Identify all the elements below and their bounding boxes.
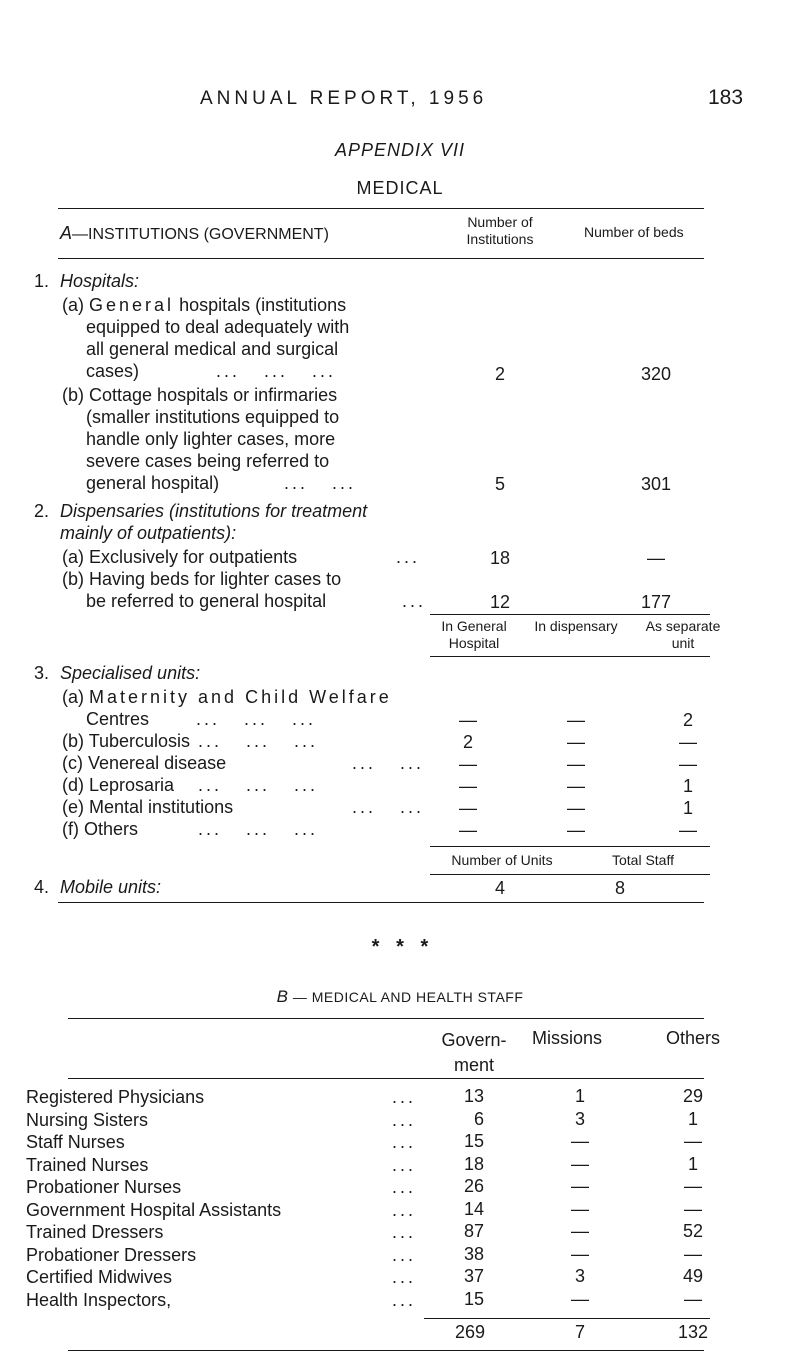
staff-row-missions: — <box>571 1198 589 1219</box>
col-head-others: Others <box>666 1028 721 1048</box>
top-rule <box>58 208 704 209</box>
others-line: (f) Others ... ... ... <box>62 819 319 839</box>
venereal-line: (c) Venereal disease ... ... <box>62 753 425 773</box>
staff-row-missions: — <box>571 1131 589 1151</box>
others-dispensary: — <box>567 820 585 840</box>
cottage-hospitals-line2: (smaller institutions equipped to <box>86 407 340 427</box>
leprosaria-dispensary: — <box>567 776 585 796</box>
col-head-government-l2: ment <box>453 1055 495 1075</box>
general-hospitals-line4: cases) ... ... ... <box>86 361 337 381</box>
general-hospitals-line1 <box>62 294 346 316</box>
staff-row-others: 1 <box>687 1108 698 1129</box>
leader-dots: ... <box>392 1132 417 1152</box>
col-head-separate-l1: As separate <box>645 618 721 634</box>
staff-row-government: 15 <box>463 1288 484 1309</box>
tuberculosis-separate: — <box>679 732 697 752</box>
staff-row-missions: 3 <box>574 1108 585 1129</box>
staff-row-others: 52 <box>682 1221 704 1241</box>
leader-dots: ... <box>392 1154 417 1175</box>
col-head-general-l1: In General <box>441 618 507 634</box>
staff-row-missions: 1 <box>574 1086 585 1106</box>
maternity-l2-text: Centres <box>86 709 150 729</box>
venereal-separate: — <box>679 754 697 774</box>
staff-row-missions: — <box>571 1176 589 1196</box>
leader-dots: ... <box>392 1109 417 1130</box>
staff-row-government: 18 <box>463 1153 484 1174</box>
staff-row-name: Government Hospital Assistants <box>26 1199 282 1220</box>
leprosaria-general: — <box>459 776 477 796</box>
cottage-hospitals-line5: general hospital) ... ... <box>86 473 357 493</box>
general-rest: hospitals (institutions <box>179 295 347 315</box>
specialised-top-rule <box>430 614 710 615</box>
staff-row-name: Health Inspectors, <box>26 1289 172 1310</box>
outpatients-beds: — <box>647 548 665 568</box>
col-head-institutions <box>440 214 560 248</box>
item-label: (f) <box>62 819 79 839</box>
total-missions: 7 <box>574 1322 585 1342</box>
mental-dispensary: — <box>567 798 585 818</box>
beds-count: 177 <box>640 592 672 612</box>
cottage-hospitals-line4: severe cases being referred to <box>86 451 330 471</box>
staff-row-others: — <box>684 1176 702 1196</box>
staff-row-others: — <box>684 1198 702 1219</box>
cottage-l1-text: Cottage hospitals or infirmaries <box>89 385 338 405</box>
mobile-heading-text: Mobile units <box>60 877 157 897</box>
item-label: (a) <box>62 687 84 707</box>
section-b-top-rule <box>68 1018 704 1019</box>
item-label: (d) <box>62 775 84 795</box>
maternity-l1-text: Maternity and Child Welfare <box>89 687 392 707</box>
outpatients-line: (a) Exclusively for outpatients ... <box>62 547 421 567</box>
col-head-beds: Number of beds <box>584 224 684 240</box>
dispensaries-number: 2. <box>34 501 50 521</box>
beds-institutions: 12 <box>489 592 511 612</box>
col-head-institutions-l1: Number of <box>467 214 533 230</box>
staff-row-government: 13 <box>463 1086 484 1106</box>
staff-row-name: Probationer Dressers <box>26 1244 197 1265</box>
general-lead: General <box>89 295 175 315</box>
general-hospitals-line3: all general medical and surgical <box>86 339 339 359</box>
specialised-number: 3. <box>34 663 50 683</box>
section-b-title-text: — MEDICAL AND HEALTH STAFF <box>292 989 524 1005</box>
mental-line: (e) Mental institutions ... ... <box>62 797 425 817</box>
leader-dots: ... <box>392 1267 417 1287</box>
staff-row-government: 26 <box>463 1176 484 1196</box>
specialised-heading-text: Specialised units <box>60 663 196 683</box>
maternity-line1 <box>62 686 392 708</box>
staff-row-missions: — <box>571 1243 589 1264</box>
item-label: (a) <box>62 295 84 315</box>
maternity-general: — <box>459 710 477 730</box>
staff-row-others: 1 <box>687 1153 698 1174</box>
totals-rule <box>424 1318 710 1319</box>
venereal-text: Venereal disease <box>88 753 227 773</box>
general-l4-text: cases) <box>86 361 140 381</box>
others-general: — <box>459 820 477 840</box>
tuberculosis-general: 2 <box>462 732 473 752</box>
beds-line1 <box>62 568 341 590</box>
staff-row-missions: — <box>571 1221 589 1241</box>
asterisk-separator: * * * <box>371 936 429 958</box>
mobile-staff: 8 <box>614 878 625 898</box>
staff-row-missions: — <box>571 1153 589 1174</box>
staff-row-name: Nursing Sisters <box>26 1109 149 1130</box>
item-label: (c) <box>62 753 83 773</box>
beds-l1-text: Having beds for lighter cases to <box>89 569 342 589</box>
col-head-government-l1: Govern- <box>441 1030 507 1050</box>
staff-row-name: Trained Dressers <box>26 1222 164 1242</box>
leprosaria-text: Leprosaria <box>89 775 175 795</box>
total-others: 132 <box>677 1322 709 1342</box>
specialised-heading: Specialised units: <box>60 663 201 683</box>
hospitals-number: 1. <box>34 271 50 291</box>
leprosaria-separate: 1 <box>682 776 693 796</box>
outpatients-institutions: 18 <box>489 548 511 568</box>
leprosaria-line: (d) Leprosaria ... ... ... <box>62 775 319 795</box>
staff-row-government: 14 <box>463 1198 484 1219</box>
staff-row-name: Probationer Nurses <box>26 1177 182 1197</box>
section-a-title <box>60 223 329 244</box>
outpatients-text: Exclusively for outpatients <box>89 547 298 567</box>
staff-row-government: 15 <box>463 1131 484 1151</box>
staff-row-government: 87 <box>463 1221 484 1241</box>
venereal-general: — <box>459 754 477 774</box>
col-head-government <box>424 1028 524 1078</box>
col-head-missions: Missions <box>532 1028 603 1048</box>
item-label: (a) <box>62 547 84 567</box>
leader-dots: ... <box>392 1087 417 1107</box>
staff-row-government: 6 <box>473 1108 484 1129</box>
others-separate: — <box>679 820 697 840</box>
col-head-separate-unit <box>628 618 738 652</box>
others-text: Others <box>84 819 139 839</box>
col-head-separate-l2: unit <box>671 635 695 651</box>
col-head-staff: Total Staff <box>611 852 674 868</box>
general-hospitals-beds: 320 <box>640 364 672 384</box>
general-hospitals-line2: equipped to deal adequately with <box>86 317 350 337</box>
staff-row-name: Trained Nurses <box>26 1154 149 1175</box>
mobile-heading: Mobile units: <box>60 877 162 897</box>
cottage-hospitals-beds: 301 <box>640 474 672 494</box>
item-label: (b) <box>62 569 84 589</box>
staff-row-name: Staff Nurses <box>26 1132 125 1152</box>
leader-dots: ... <box>392 1199 417 1220</box>
hospitals-heading: Hospitals: <box>60 271 140 291</box>
appendix-subtitle: MEDICAL <box>356 178 444 198</box>
maternity-line2: Centres ... ... ... <box>86 709 317 729</box>
header-rule <box>58 258 704 259</box>
leader-dots: ... <box>392 1244 417 1265</box>
specialised-header-rule <box>430 656 710 657</box>
mobile-header-rule <box>430 874 710 875</box>
cottage-l5-text: general hospital) <box>86 473 220 493</box>
running-header: ANNUAL REPORT, 1956 <box>200 88 488 109</box>
mental-text: Mental institutions <box>89 797 234 817</box>
section-a-title-text: —INSTITUTIONS (GOVERNMENT) <box>72 226 329 243</box>
tuberculosis-text: Tuberculosis <box>88 731 191 751</box>
staff-row-missions: — <box>571 1288 589 1309</box>
cottage-hospitals-line1 <box>62 384 337 406</box>
staff-row-others: — <box>684 1131 702 1151</box>
item-label: (b) <box>62 385 84 405</box>
item-label: (b) <box>62 731 84 751</box>
cottage-hospitals-line3: handle only lighter cases, more <box>86 429 336 449</box>
staff-row-government: 37 <box>463 1266 484 1286</box>
leader-dots: ... <box>392 1289 417 1310</box>
beds-line2: be referred to general hospital ... <box>86 591 427 611</box>
section-b-bottom-rule <box>68 1350 704 1351</box>
section-b-letter: B <box>276 987 289 1006</box>
section-b-title <box>0 987 800 1007</box>
beds-l2-text: be referred to general hospital <box>86 591 327 611</box>
tuberculosis-dispensary: — <box>567 732 585 752</box>
dispensaries-heading-line2: mainly of outpatients): <box>60 523 237 543</box>
hospitals-heading-text: Hospitals <box>60 271 135 291</box>
total-government: 269 <box>454 1322 486 1342</box>
cottage-hospitals-institutions: 5 <box>494 474 505 494</box>
tuberculosis-line: (b) Tuberculosis ... ... ... <box>62 731 319 751</box>
staff-row-government: 38 <box>463 1243 484 1264</box>
venereal-dispensary: — <box>567 754 585 774</box>
staff-row-others: 29 <box>682 1086 704 1106</box>
leader-dots: ... <box>392 1222 417 1242</box>
general-hospitals-institutions: 2 <box>494 364 505 384</box>
staff-row-others: 49 <box>682 1266 704 1286</box>
col-head-units: Number of Units <box>451 852 553 868</box>
staff-row-name: Certified Midwives <box>26 1267 173 1287</box>
col-head-dispensary: In dispensary <box>534 618 618 634</box>
staff-row-others: — <box>684 1243 702 1264</box>
section-a-letter: A <box>60 223 73 243</box>
leader-dots: ... <box>392 1177 417 1197</box>
item-label: (e) <box>62 797 84 817</box>
col-head-institutions-l2: Institutions <box>466 231 534 247</box>
staff-row-others: — <box>684 1288 702 1309</box>
col-head-general-l2: Hospital <box>448 635 500 651</box>
staff-row-missions: 3 <box>574 1266 585 1286</box>
dispensaries-heading-line1: Dispensaries (institutions for treatment <box>60 501 368 521</box>
appendix-title: APPENDIX VII <box>334 140 466 160</box>
section-b-header-rule <box>68 1078 704 1079</box>
mobile-number: 4. <box>34 877 50 897</box>
staff-row-name: Registered Physicians <box>26 1087 205 1107</box>
page-number: 183 <box>708 86 744 109</box>
maternity-separate: 2 <box>682 710 693 730</box>
maternity-dispensary: — <box>567 710 585 730</box>
col-head-general-hospital <box>424 618 524 652</box>
section-a-bottom-rule <box>58 902 704 903</box>
mental-separate: 1 <box>682 798 693 818</box>
mental-general: — <box>459 798 477 818</box>
mobile-units: 4 <box>494 878 505 898</box>
mobile-top-rule <box>430 846 710 847</box>
